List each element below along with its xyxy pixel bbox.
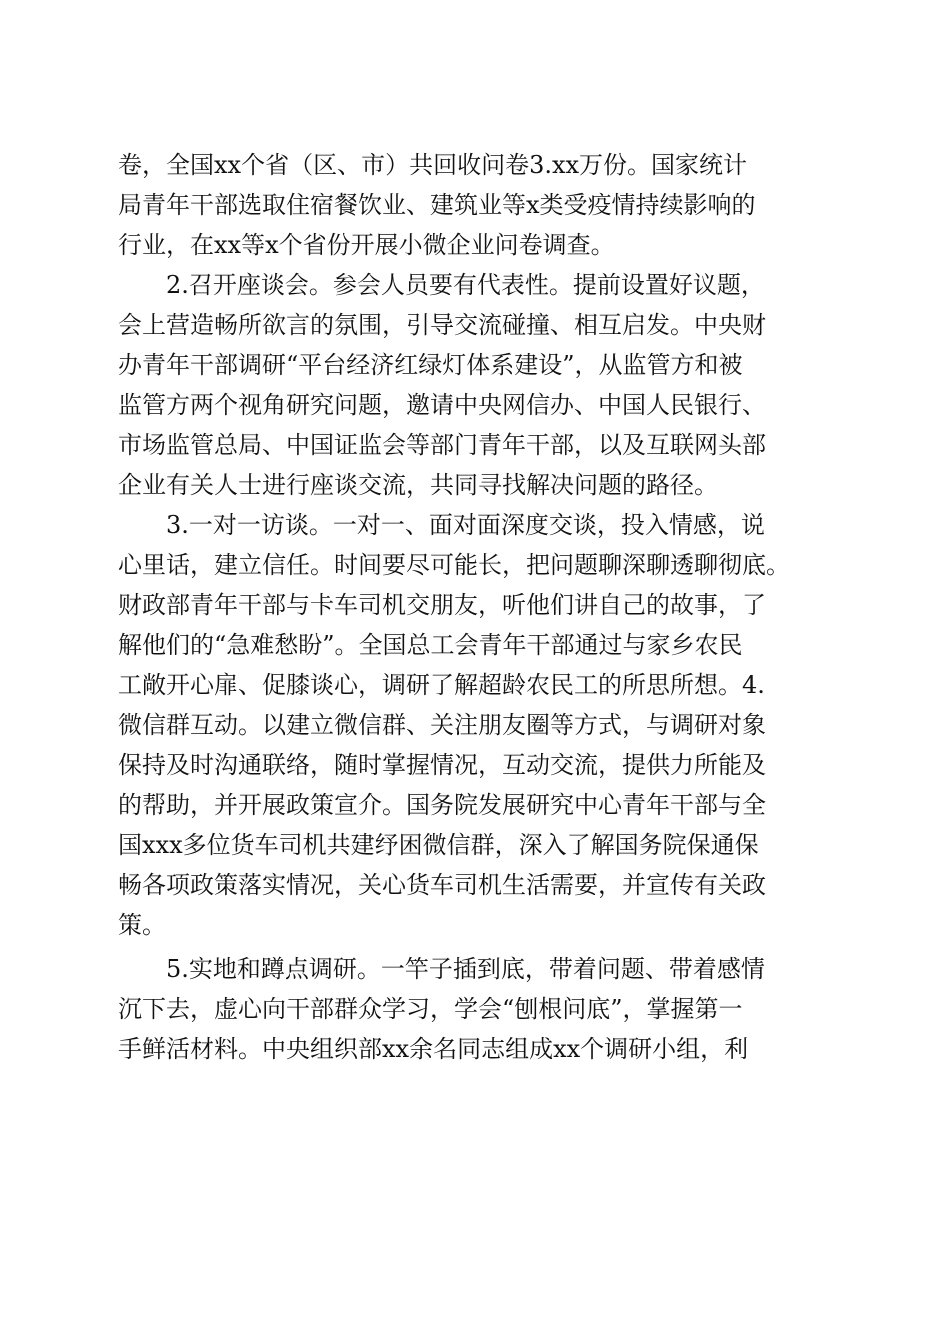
- text-line: 卷，全国xx个省（区、市）共回收问卷3.xx万份。国家统计: [118, 151, 748, 179]
- text-line: 的帮助，并开展政策宣介。国务院发展研究中心青年干部与全: [118, 791, 766, 819]
- text-line: 解他们的“急难愁盼”。全国总工会青年干部通过与家乡农民: [118, 631, 743, 659]
- text-line: 沉下去，虚心向干部群众学习，学会“刨根问底”，掌握第一: [118, 995, 743, 1023]
- text-line: 工敞开心扉、促膝谈心，调研了解超龄农民工的所思所想。4.: [118, 671, 765, 699]
- text-line: 国xxx多位货车司机共建纾困微信群，深入了解国务院保通保: [118, 831, 759, 859]
- text-line: 企业有关人士进行座谈交流，共同寻找解决问题的路径。: [118, 471, 718, 499]
- text-line: 办青年干部调研“平台经济红绿灯体系建设”，从监管方和被: [118, 351, 743, 379]
- text-line: 策。: [118, 911, 166, 939]
- text-line: 财政部青年干部与卡车司机交朋友，听他们讲自己的故事，了: [118, 591, 766, 619]
- text-line: 保持及时沟通联络，随时掌握情况，互动交流，提供力所能及: [118, 751, 766, 779]
- text-line: 局青年干部选取住宿餐饮业、建筑业等x类受疫情持续影响的: [118, 191, 756, 219]
- paragraph-start-line: 5.实地和蹲点调研。一竿子插到底，带着问题、带着感情: [166, 955, 765, 983]
- text-line: 畅各项政策落实情况，关心货车司机生活需要，并宣传有关政: [118, 871, 766, 899]
- paragraph-start-line: 3.一对一访谈。一对一、面对面深度交谈，投入情感，说: [166, 511, 765, 539]
- text-line: 会上营造畅所欲言的氛围，引导交流碰撞、相互启发。中央财: [118, 311, 766, 339]
- text-line: 市场监管总局、中国证监会等部门青年干部，以及互联网头部: [118, 431, 766, 459]
- paragraph-start-line: 2.召开座谈会。参会人员要有代表性。提前设置好议题，: [166, 271, 765, 299]
- text-line: 监管方两个视角研究问题，邀请中央网信办、中国人民银行、: [118, 391, 766, 419]
- body-text: [118, 145, 838, 1069]
- text-line: 行业，在xx等x个省份开展小微企业问卷调查。: [118, 231, 615, 259]
- text-line: 心里话，建立信任。时间要尽可能长，把问题聊深聊透聊彻底。: [118, 551, 790, 579]
- text-line: 手鲜活材料。中央组织部xx余名同志组成xx个调研小组，利: [118, 1035, 749, 1063]
- text-line: 微信群互动。以建立微信群、关注朋友圈等方式，与调研对象: [118, 711, 766, 739]
